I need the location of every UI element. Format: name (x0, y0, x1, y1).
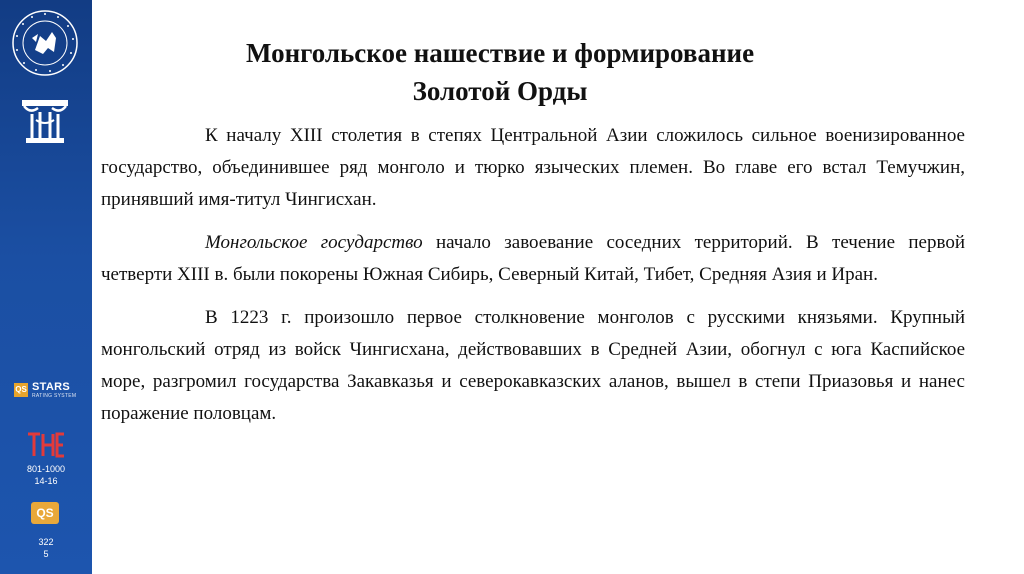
paragraph-1: К началу XIII столетия в степях Центральной Азии сложилось сильное военизированное государство, объединившее ряд монголо и тюрко языческих племен. Во главе его встал Темучжин, принявший имя-титул Чингисхан. (101, 125, 965, 210)
qs-ranking-icon: QS (31, 502, 59, 524)
paragraph-3: В 1223 г. произошло первое столкновение монголов с русскими князьями. Крупный монгольский отряд из войск Чингисхана, действовавших в Средней Азии, обогнул с юга Каспийское море, разгромил государства Закавказья и северокавказских аланов, вышел в степи Приазовья и нанес поражение половцам. (101, 307, 965, 424)
sidebar (0, 0, 92, 574)
slide-body (101, 120, 965, 441)
the-rank-line2: 14-16 (34, 476, 58, 486)
the-rank-line1: 801-1000 (26, 464, 66, 474)
slide-title-line2: Золотой Орды (412, 76, 588, 106)
stars-badge-icon (14, 381, 78, 403)
stars-sublabel: RATING SYSTEM (32, 393, 77, 399)
paragraph-2-italic-lead: Монгольское государство (205, 232, 423, 253)
stars-label: STARS (32, 381, 70, 393)
stars-qs-badge: QS (14, 383, 28, 397)
slide-title (200, 34, 800, 110)
qs-rank-line2: 5 (43, 549, 49, 559)
paragraph-2 (101, 227, 965, 291)
slide-title-line1: Монгольское нашествие и формирование (245, 38, 755, 68)
column-emblem-icon (18, 98, 72, 146)
the-ranking-icon (26, 430, 66, 458)
griffin-crest-icon (10, 8, 80, 78)
qs-rank-line1: 322 (38, 537, 54, 547)
paragraph-2-text: начало завоевание соседних территорий. В течение первой четверти XIII в. были покорены Южная Сибирь, Северный Китай, Тибет, Средняя Азия и Иран. (101, 232, 965, 285)
